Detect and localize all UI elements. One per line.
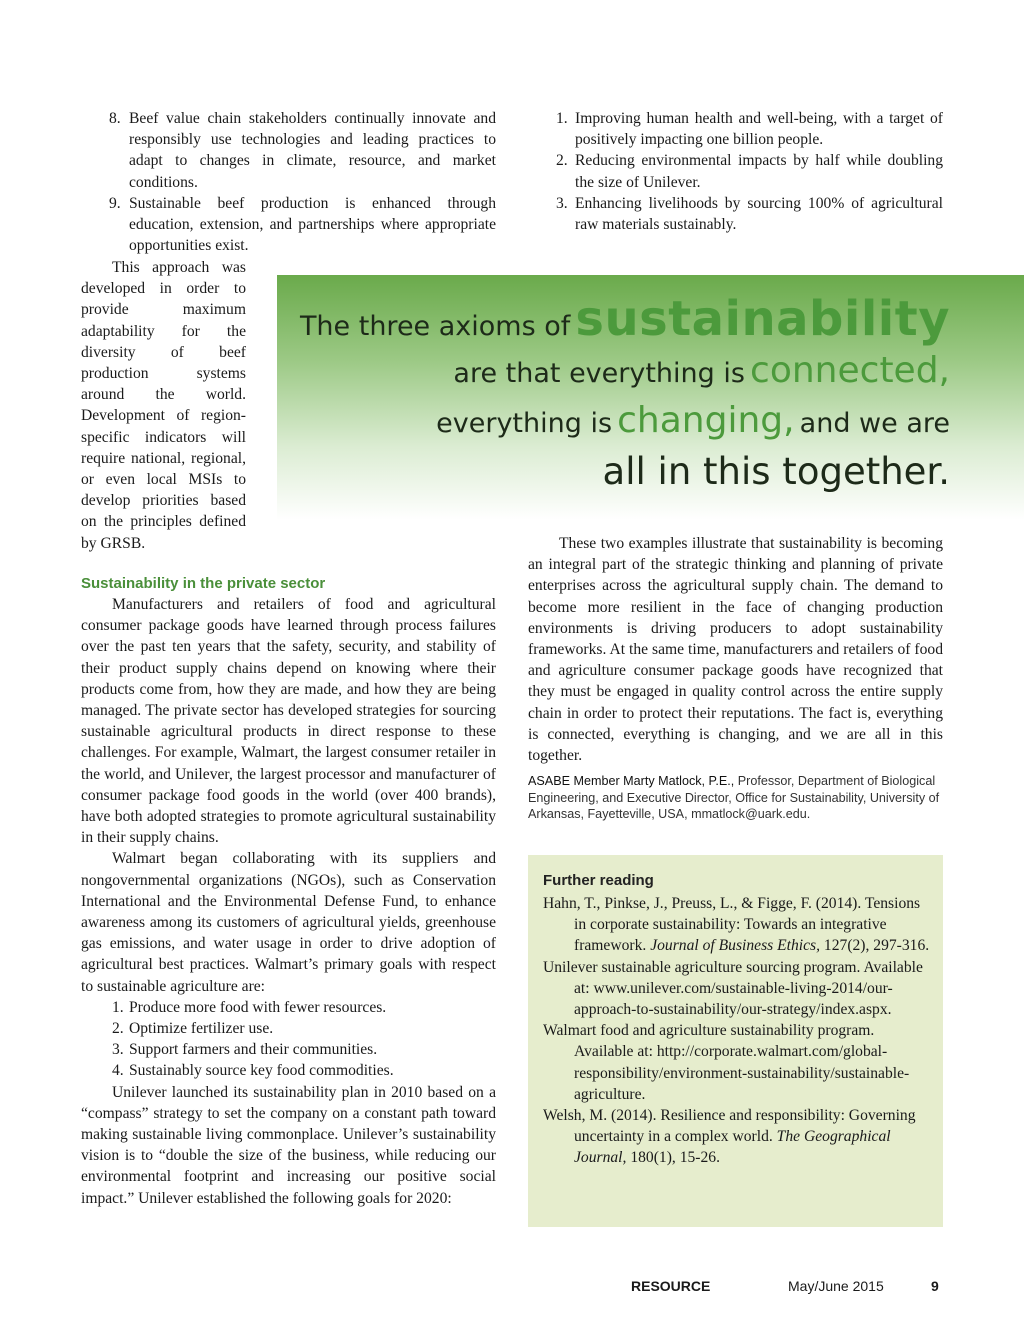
reference-item: Walmart food and agriculture sustainability program. Available at: http://corporate.walmart.com/global-responsibility/environment-sustainability/sustainable-agriculture.: [543, 1022, 910, 1103]
paragraph: Unilever launched its sustainability plan in 2010 based on a “compass” strategy to set the company on a constant path toward making sustainable living commonplace. Unilever’s sustainability vision is to “double the size of the business, while reducing our environmental footprint and increasing our positive social impact.” Unilever established the following goals for 2020:: [81, 1083, 496, 1207]
private-sector-section: [81, 574, 496, 1209]
section-heading: Sustainability in the private sector: [81, 575, 326, 592]
paragraph: These two examples illustrate that sustainability is becoming an integral part of the strategic thinking and planning of private enterprises across the agricultural supply chain. The demand to become more resilient in the face of changing production environments is driving producers to adopt sustainability frameworks. At the same time, manufacturers and retailers of food and agriculture consumer package goods have recognized that they must be engaged in quality control across the entire supply chain in order to protect their reputations. The fact is, everything is connected, everything is changing, and we are all in this together.: [528, 535, 943, 765]
pull-quote: [277, 275, 1024, 520]
list-item: [81, 1060, 496, 1081]
list-text: Sustainable beef production is enhanced through education, extension, and partnerships where appropriate opportunities exist.: [129, 194, 496, 255]
pull-quote-line-2: are that everything is connected,: [453, 350, 950, 391]
footer-issue-date: May/June 2015: [788, 1278, 884, 1294]
author-details: Professor, Department of Biological Engineering, and Executive Director, Office for Sustainability, University of Arkansas, Fayetteville, USA, mmatlock@uark.edu.: [528, 774, 940, 822]
list-item: [81, 108, 496, 193]
author-bio: [528, 773, 943, 822]
list-item: [528, 108, 943, 150]
footer-magazine-name: RESOURCE: [631, 1278, 711, 1294]
list-number: 4.: [112, 1062, 124, 1080]
left-top-list: [81, 108, 496, 256]
list-text: Enhancing livelihoods by sourcing 100% of agricultural raw materials sustainably.: [575, 194, 943, 234]
paragraph: Manufacturers and retailers of food and agricultural consumer package goods have learned through process failures over the past ten years that the safety, security, and stability of their product supply chains depend on knowing where their products come from, how they are made, and how they are being managed. The private sector has developed strategies for sourcing sustainable agricultural products in direct response to these challenges. For example, Walmart, the largest consumer retailer in the world, and Unilever, the largest processor and manufacturer of consumer package food goods in the world (over 400 brands), have both adopted strategies to promote agricultural sustainability in their supply chains.: [81, 596, 496, 847]
list-text: Improving human health and well-being, with a target of positively impacting one billion people.: [575, 110, 943, 149]
list-item: [81, 1039, 496, 1060]
pull-quote-line-4: all in this together.: [602, 450, 950, 493]
paragraph: Walmart began collaborating with its suppliers and nongovernmental organizations (NGOs), such as Conservation International and the Environmental Defense Fund, to enhance awareness among its customers of agricultural yields, greenhouse gas emissions, and water usage in order to drive adoption of agricultural best practices. Walmart’s primary goals with respect to sustainable agriculture are:: [81, 850, 496, 995]
list-number: 3.: [556, 194, 568, 212]
list-text: Beef value chain stakeholders continually innovate and responsibly use technologies and leading practices to adapt to changes in climate, resource, and market conditions.: [129, 110, 496, 191]
list-text: Produce more food with fewer resources.: [129, 998, 387, 1016]
list-item: [528, 193, 943, 235]
conclusion-section: [528, 533, 943, 822]
walmart-goals-list: [81, 997, 496, 1082]
list-number: 1.: [112, 998, 124, 1016]
list-text: Support farmers and their communities.: [129, 1041, 378, 1059]
list-number: 8.: [109, 110, 121, 127]
footer-page-number: 9: [931, 1278, 939, 1294]
further-reading-box: [528, 855, 943, 1227]
pull-quote-line-3: everything is changing, and we are: [436, 400, 950, 441]
reference-list: [543, 893, 933, 1169]
list-number: 2.: [112, 1020, 124, 1038]
list-item: [81, 193, 496, 257]
author-name: ASABE Member Marty Matlock, P.E.,: [528, 774, 735, 789]
pull-quote-line-1: The three axioms of sustainability: [299, 291, 950, 347]
reference-item: Unilever sustainable agriculture sourcing program. Available at: www.unilever.com/sustainable-living-2014/our-approach-to-sustainability/our-strategy/index.aspx.: [543, 958, 923, 1019]
approach-paragraph: This approach was developed in order to provide maximum adaptability for the diversity of beef production systems around the world. Development of region-specific indicators will require national, regional, or even local MSIs to develop priorities based on the principles defined by GRSB.: [81, 259, 246, 552]
unilever-goals-list: [528, 108, 943, 235]
list-text: Reducing environmental impacts by half while doubling the size of Unilever.: [575, 152, 943, 191]
list-number: 9.: [109, 194, 121, 212]
reference-item: Welsh, M. (2014). Resilience and responsibility: Governing uncertainty in a complex world. The Geographical Journal, 180(1), 15-26.: [543, 1107, 916, 1167]
further-reading-title: Further reading: [543, 872, 654, 889]
list-number: 2.: [556, 152, 568, 170]
list-number: 1.: [556, 110, 568, 127]
list-number: 3.: [112, 1041, 124, 1059]
list-item: [528, 150, 943, 192]
list-item: [81, 1018, 496, 1039]
list-text: Optimize fertilizer use.: [129, 1020, 274, 1038]
list-item: [81, 997, 496, 1018]
reference-item: Hahn, T., Pinkse, J., Preuss, L., & Figge, F. (2014). Tensions in corporate sustainability: Towards an integrative framework. Journal of Business Ethics, 127(2), 297-316.: [543, 895, 930, 955]
list-text: Sustainably source key food commodities.: [129, 1062, 394, 1080]
